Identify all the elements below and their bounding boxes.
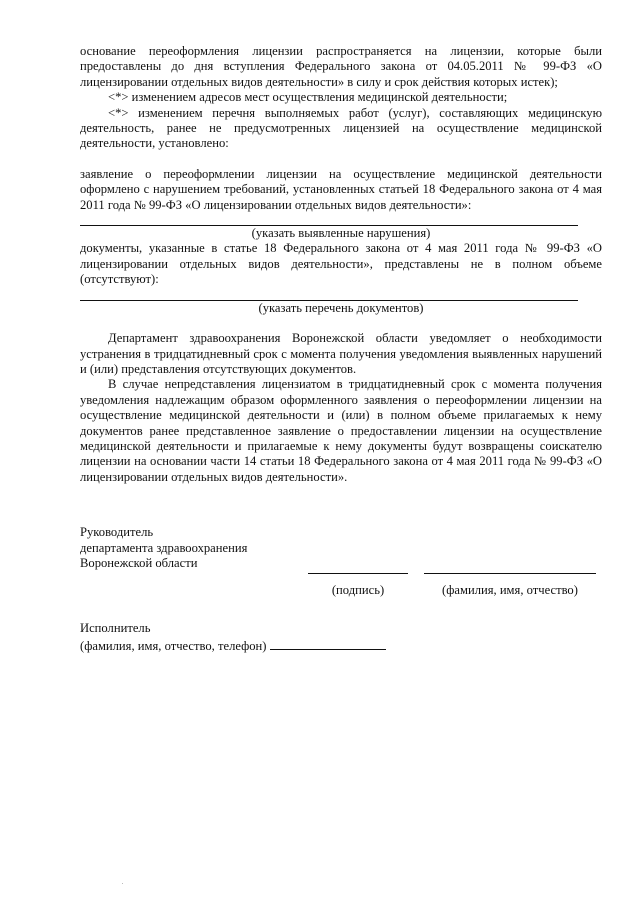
signatory-title-3: Воронежской области [80, 555, 198, 570]
executor-fill-line[interactable] [270, 637, 386, 650]
scan-speck [122, 883, 123, 884]
document-page [80, 44, 602, 654]
executor-fields-label: (фамилия, имя, отчество, телефон) [80, 638, 267, 653]
executor-fields-row [80, 637, 602, 654]
paragraph-notification: Департамент здравоохранения Воронежской области уведомляет о необходимости устранения в тридцатидневный срок с момента получения уведомления выявленных нарушений и (или) представления отсутствующих документов. [80, 331, 602, 376]
signature-line[interactable] [308, 573, 408, 574]
signatory-title-1: Руководитель [80, 525, 154, 540]
caption-signature: (подпись) [331, 583, 385, 598]
executor-block [80, 621, 602, 654]
caption-violations: (указать выявленные нарушения) [251, 226, 431, 241]
signature-row [80, 571, 602, 601]
signatory-title-2: департамента здравоохранения [80, 540, 248, 555]
paragraph-works-change: <*> изменением перечня выполняемых работ (услуг), составляющих медицинскую деятельность, ранее не предусмотренных лицензией на осуществление медицинской деятельности, установлено: [80, 105, 602, 151]
paragraph-application-violation: заявление о переоформлении лицензии на осуществление медицинской деятельности оформлено с нарушением требований, установленных статьей 18 Федерального закона от 4 мая 2011 года № 99-ФЗ «О лицензировании отдельных видов деятельности»: [80, 166, 602, 212]
paragraph-basis: основание переоформления лицензии распространяется на лицензии, которые были предоставлены до дня вступления Федерального закона от 04.05.2011 № 99-ФЗ «О лицензировании отдельных видов деятельности» в силу и срок действия которых истек); [80, 44, 602, 89]
executor-label: Исполнитель [80, 621, 151, 636]
documents-fill-line[interactable] [80, 288, 578, 301]
paragraph-documents-missing: документы, указанные в статье 18 Федерального закона от 4 мая 2011 года № 99-ФЗ «О лицензировании отдельных видов деятельности», представлены не в полном объеме (отсутствуют): [80, 241, 602, 287]
paragraph-consequences: В случае непредставления лицензиатом в тридцатидневный срок с момента получения уведомления надлежащим образом оформленного заявления о переоформлении лицензии на осуществление медицинской деятельности и (или) в полном объеме прилагаемых к нему документов ранее представленное заявление о предоставлении лицензии на осуществление медицинской деятельности и прилагаемые к нему документы будут возвращены соискателю лицензии на основании части 14 статьи 18 Федерального закона от 4 мая 2011 года № 99-ФЗ «О лицензировании отдельных видов деятельности». [80, 377, 602, 484]
signatory-block [80, 525, 602, 571]
violations-fill-line[interactable] [80, 213, 578, 226]
paragraph-address-change: <*> изменением адресов мест осуществления медицинской деятельности; [108, 90, 508, 105]
caption-documents: (указать перечень документов) [258, 300, 424, 315]
caption-full-name: (фамилия, имя, отчество) [442, 583, 578, 598]
name-line[interactable] [424, 573, 596, 574]
